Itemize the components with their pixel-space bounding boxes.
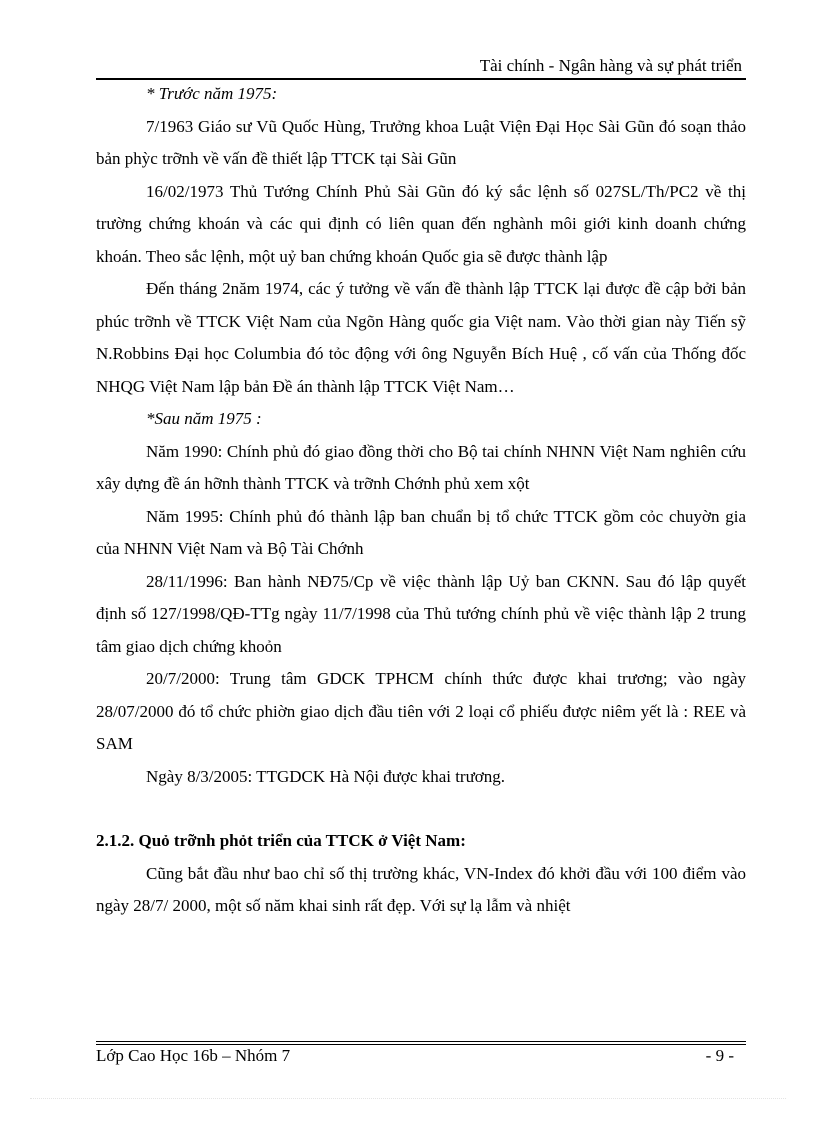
footer-rule — [96, 1041, 746, 1042]
paragraph: 16/02/1973 Thủ Tướng Chính Phủ Sài Gũn đó ký sắc lệnh số 027SL/Th/PC2 về thị trường chứng khoán và các qui định có liên quan đến nghành môi giới kinh doanh chứng khoán. Theo sắc lệnh, một uỷ ban chứng khoán Quốc gia sẽ được thành lập — [96, 181, 746, 266]
paragraph: 20/7/2000: Trung tâm GDCK TPHCM chính thức được khai trương; vào ngày 28/07/2000 đó tổ chức phiờn giao dịch đầu tiên với 2 loại cổ phiếu được niêm yết là : REE và SAM — [96, 669, 746, 753]
paragraph: Năm 1995: Chính phủ đó thành lập ban chuẩn bị tổ chức TTCK gồm cỏc chuyờn gia của NHNN Việt Nam và Bộ Tài Chớnh — [96, 506, 746, 558]
footer-class-label: Lớp Cao Học 16b – Nhóm 7 — [96, 1046, 291, 1065]
page-number: - 9 - — [705, 1046, 734, 1065]
blank-line — [96, 793, 746, 825]
section-label-before-1975: * Trước năm 1975: — [146, 84, 278, 103]
paragraph: Cũng bắt đầu như bao chỉ số thị trường khác, VN-Index đó khởi đầu với 100 điểm vào ngày 28/7/ 2000, một số năm khai sinh rất đẹp. Với sự lạ lẫm và nhiệt — [96, 863, 746, 915]
paragraph: Ngày 8/3/2005: TTGDCK Hà Nội được khai trương. — [146, 766, 506, 786]
section-label-after-1975: *Sau năm 1975 : — [146, 409, 262, 428]
section-heading: 2.1.2. Quỏ trỡnh phỏt triển của TTCK ở Việt Nam: — [96, 831, 466, 850]
page-edge-dotted-line — [30, 1098, 786, 1099]
paragraph: 7/1963 Giáo sư Vũ Quốc Hùng, Trưởng khoa Luật Viện Đại Học Sài Gũn đó soạn thảo bản phỳc trỡnh về vấn đề thiết lập TTCK tại Sài Gũn — [96, 116, 746, 168]
page-header — [96, 52, 746, 78]
paragraph: Năm 1990: Chính phủ đó giao đồng thời cho Bộ tai chính NHNN Việt Nam nghiên cứu xây dựng đề án hỡnh thành TTCK và trỡnh Chớnh phủ xem xột — [96, 441, 746, 493]
header-title: Tài chính - Ngân hàng và sự phát triển — [479, 56, 742, 75]
paragraph: Đến tháng 2năm 1974, các ý tưởng về vấn đề thành lập TTCK lại được đề cập bởi bản phúc trỡnh về TTCK Việt Nam của Ngõn Hàng quốc gia Việt nam. Vào thời gian này Tiến sỹ N.Robbins Đại học Columbia đó tỏc động với ông Nguyễn Bích Huệ , cố vấn của Thống đốc NHQG Việt Nam lập bản Đề án thành lập TTCK Việt Nam… — [96, 279, 746, 396]
paragraph: 28/11/1996: Ban hành NĐ75/Cp về việc thành lập Uỷ ban CKNN. Sau đó lập quyết định số 127/1998/QĐ-TTg ngày 11/7/1998 của Thủ tướng chính phủ về việc thành lập 2 trung tâm giao dịch chứng khoỏn — [96, 571, 746, 656]
document-body — [96, 78, 746, 923]
footer-rule-double — [96, 1044, 746, 1045]
